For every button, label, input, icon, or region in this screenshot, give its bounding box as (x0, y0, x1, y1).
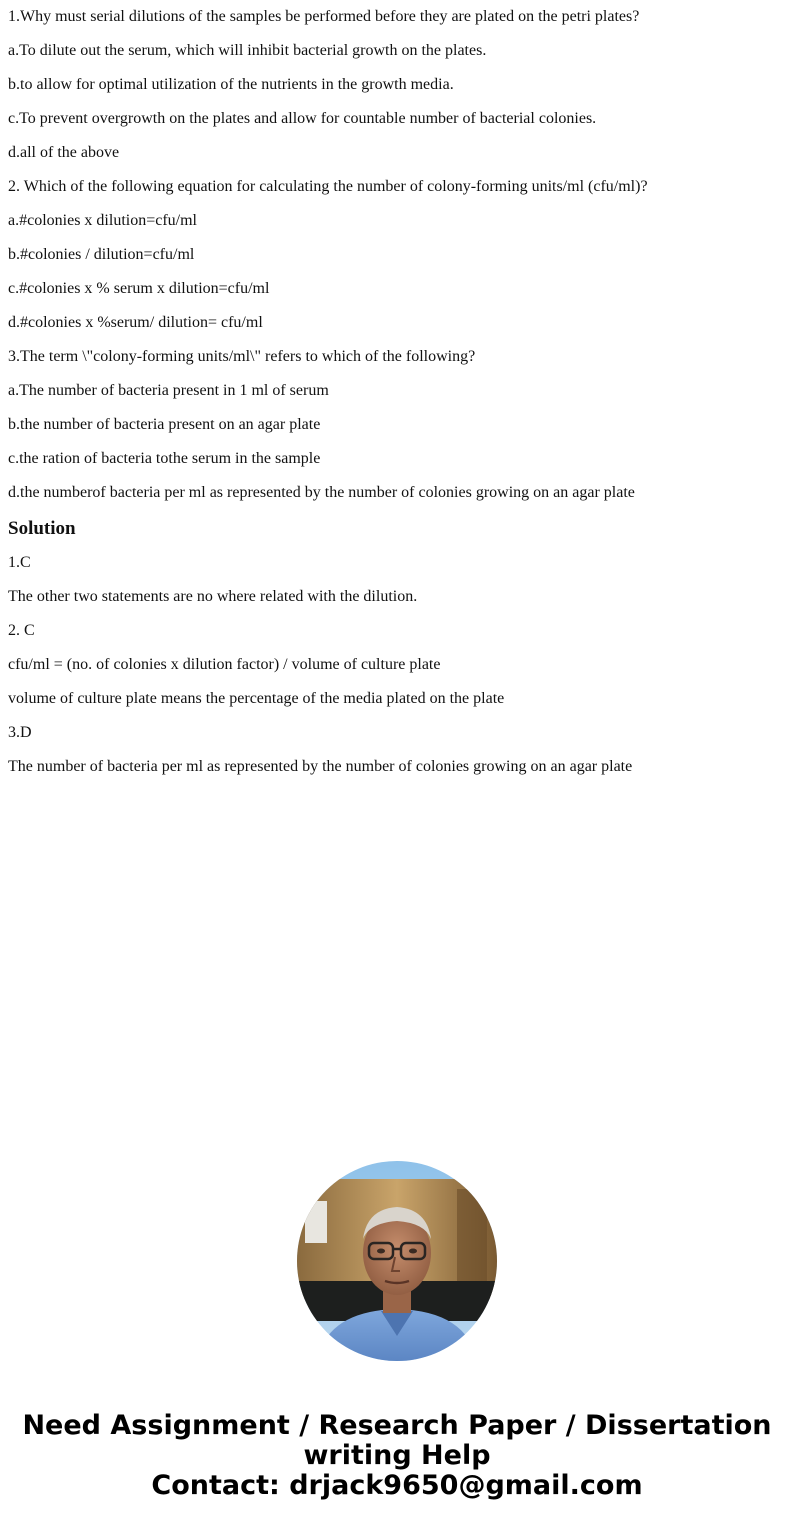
question-3-option-c: c.the ration of bacteria tothe serum in the sample (8, 450, 321, 467)
solution-heading: Solution (8, 518, 76, 539)
solution-answer-2: 2. C (8, 622, 35, 639)
solution-explanation-1: The other two statements are no where related with the dilution. (8, 588, 418, 605)
document-body (0, 8, 794, 776)
solution-formula: cfu/ml = (no. of colonies x dilution factor) / volume of culture plate (8, 656, 441, 673)
promo-banner (0, 1411, 794, 1501)
question-2-text: 2. Which of the following equation for calculating the number of colony-forming units/ml (cfu/ml)? (8, 178, 648, 195)
question-2-option-b: b.#colonies / dilution=cfu/ml (8, 246, 195, 263)
promo-line-2: writing Help (303, 1440, 491, 1471)
solution-answer-1: 1.C (8, 554, 31, 571)
question-1-option-c: c.To prevent overgrowth on the plates and allow for countable number of bacterial colonies. (8, 110, 597, 127)
question-1-option-b: b.to allow for optimal utilization of the nutrients in the growth media. (8, 76, 454, 93)
question-3-option-a: a.The number of bacteria present in 1 ml of serum (8, 382, 329, 399)
solution-explanation-3: The number of bacteria per ml as represented by the number of colonies growing on an agar plate (8, 758, 633, 775)
question-2-option-a: a.#colonies x dilution=cfu/ml (8, 212, 197, 229)
avatar (297, 1161, 497, 1361)
promo-line-1: Need Assignment / Research Paper / Dissertation (22, 1410, 772, 1441)
question-1-text: 1.Why must serial dilutions of the samples be performed before they are plated on the petri plates? (8, 8, 640, 25)
avatar-portrait (297, 1161, 497, 1361)
solution-answer-3: 3.D (8, 724, 32, 741)
solution-explanation-2: volume of culture plate means the percentage of the media plated on the plate (8, 690, 505, 707)
question-1-option-a: a.To dilute out the serum, which will inhibit bacterial growth on the plates. (8, 42, 487, 59)
promo-contact: Contact: drjack9650@gmail.com (151, 1470, 643, 1501)
question-1-option-d: d.all of the above (8, 144, 120, 161)
question-3-option-d: d.the numberof bacteria per ml as represented by the number of colonies growing on an agar plate (8, 484, 635, 501)
question-2-option-c: c.#colonies x % serum x dilution=cfu/ml (8, 280, 270, 297)
question-2-option-d: d.#colonies x %serum/ dilution= cfu/ml (8, 314, 263, 331)
question-3-option-b: b.the number of bacteria present on an agar plate (8, 416, 321, 433)
question-3-text: 3.The term \"colony-forming units/ml\" refers to which of the following? (8, 348, 476, 365)
